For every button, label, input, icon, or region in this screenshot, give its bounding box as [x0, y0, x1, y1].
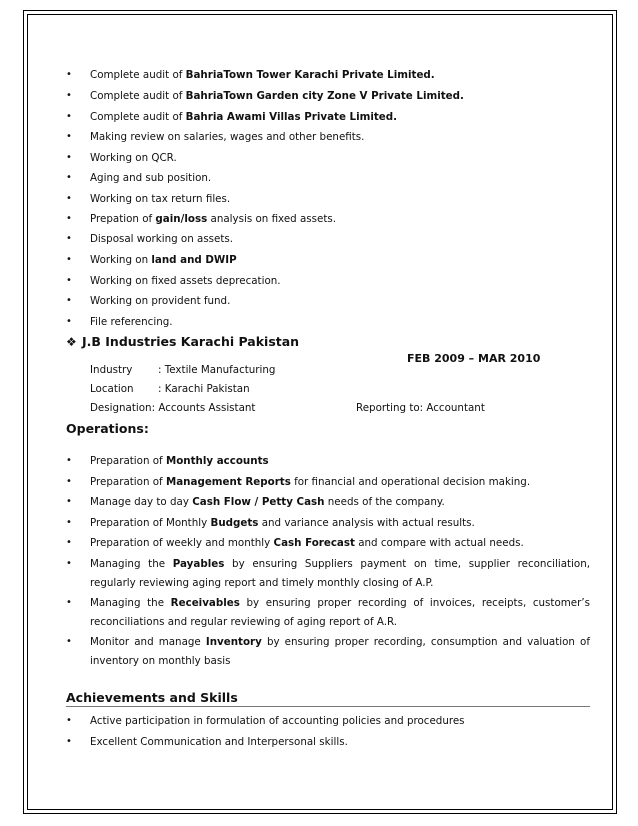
reporting-to: Reporting to: Accountant	[356, 402, 485, 414]
bullet-icon: •	[66, 715, 72, 726]
location-value: : Karachi Pakistan	[158, 383, 250, 395]
bullet-icon: •	[66, 636, 72, 647]
bullet-icon: •	[66, 537, 72, 548]
designation: Designation: Accounts Assistant	[90, 402, 256, 414]
bullet-icon: •	[66, 152, 72, 163]
bullet-icon: •	[66, 496, 72, 507]
bullet-icon: •	[66, 90, 72, 101]
bullet-icon: •	[66, 193, 72, 204]
bullet-icon: •	[66, 254, 72, 265]
employment-dates: FEB 2009 – MAR 2010	[407, 352, 541, 365]
section-divider	[66, 706, 590, 707]
bullet-icon: •	[66, 131, 72, 142]
company-heading	[66, 334, 299, 349]
bullet-icon: •	[66, 111, 72, 122]
bullet-icon: •	[66, 275, 72, 286]
bullet-icon: •	[66, 455, 72, 466]
resume-page: • Complete audit of BahriaTown Tower Karachi Private Limited. • Complete audit of BahriaTown Garden city Zone V Private Limited. • Complete audit of Bahria Awami Villas Private Limited. • Making review on salaries, wages and other benefits. • Working on QCR. • Aging and sub position. • Working on tax return files. • Prepation of gain/loss analysis on fixed assets. • Disposal working on assets. • Working on land and DWIP • Working on fixed assets deprecation. • Working on provident fund. • File referencing. ❖ J.B Industries Karachi Pakistan FEB 2009 – MAR 2010 Industry : Textile Manufacturing Location : Karachi Pakistan Designation: Accounts Assistant Reporting to: Accountant Operations: • Preparation of Monthly accounts • Preparation of Management Reports for financial and operational decision making. • Manage day to day Cash Flow / Petty Cash needs of the company. • Preparation of Monthly Budgets and variance analysis with actual results. • Preparation of weekly and monthly Cash Forecast and compare with actual needs. • Managing the Payables by ensuring Suppliers payment on time, supplier reconciliation, regularly reviewing aging report and timely monthly closing of A.P. • Managing the Receivables by ensuring proper recording of invoices, receipts, customer’s reconciliations and regular reviewing of aging report of A.R. • Monitor and manage Inventory by ensuring proper recording, consumption and valuation of inventory on monthly basis Achievements and Skills • Active participation in formulation of accounting policies and procedures • Excellent Communication and Interpersonal skills.	[66, 69, 591, 748]
company-name: J.B Industries Karachi Pakistan	[82, 334, 300, 349]
bullet-icon: •	[66, 213, 72, 224]
location-label: Location	[90, 383, 134, 395]
bullet-icon: •	[66, 295, 72, 306]
industry-label: Industry	[90, 364, 133, 376]
bullet-icon: •	[66, 597, 72, 608]
industry-value: : Textile Manufacturing	[158, 364, 276, 376]
bullet-icon: •	[66, 69, 72, 80]
bullet-icon: •	[66, 316, 72, 327]
achievements-heading: Achievements and Skills	[66, 690, 238, 705]
bullet-icon: •	[66, 172, 72, 183]
bullet-icon: •	[66, 476, 72, 487]
bullet-icon: •	[66, 736, 72, 747]
operations-heading: Operations:	[66, 421, 149, 436]
bullet-icon: •	[66, 233, 72, 244]
diamond-bullet-icon: ❖	[66, 335, 77, 349]
bullet-icon: •	[66, 517, 72, 528]
bullet-icon: •	[66, 558, 72, 569]
